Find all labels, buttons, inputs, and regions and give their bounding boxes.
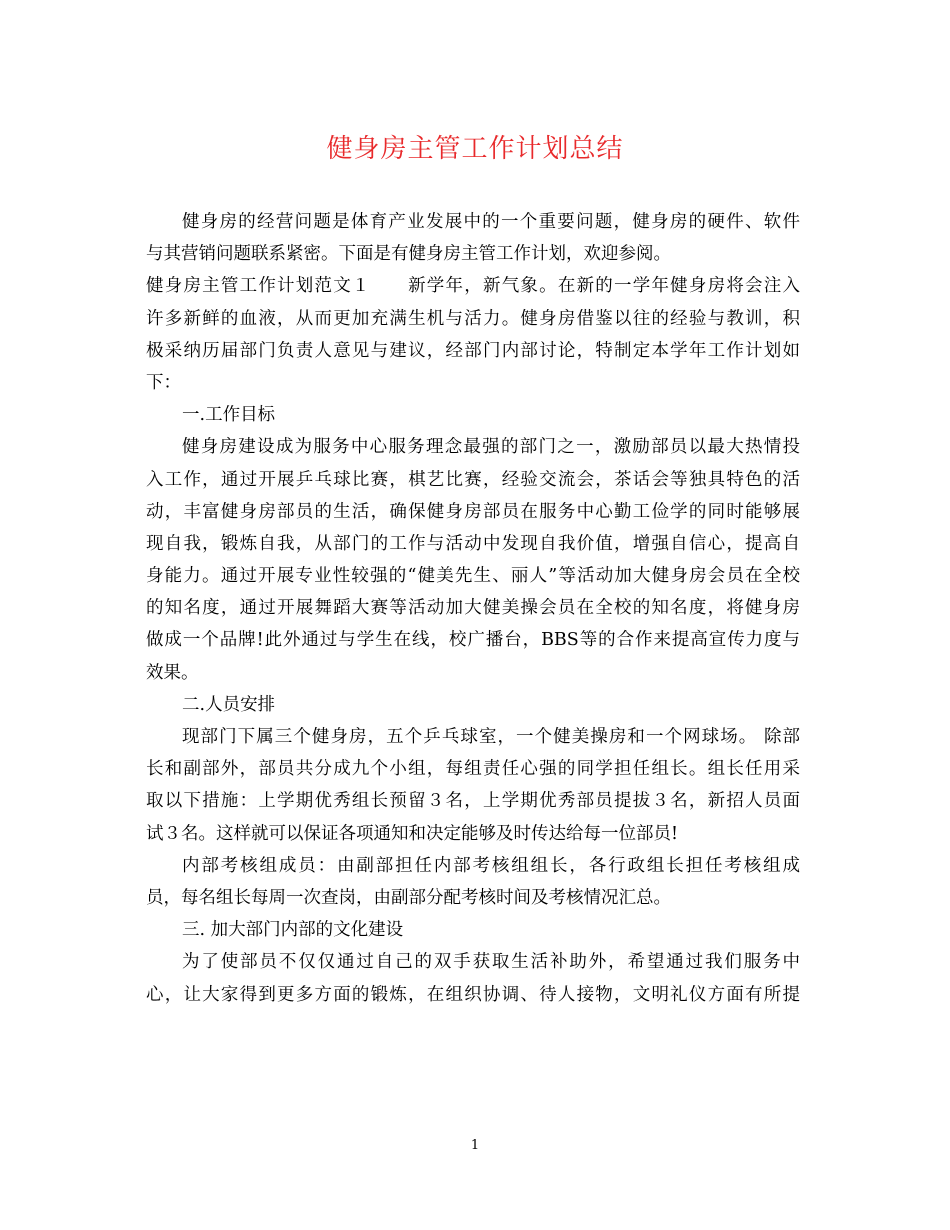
paragraph-line: 现部门下属三个健身房，五个乒乓球室，一个健美操房和一个网球场。 除部 xyxy=(182,727,800,747)
paragraph-line: 内部考核组成员：由副部担任内部考核组组长，各行政组长担任考核组成 xyxy=(182,855,800,876)
paragraph-line: 健身房的经营问题是体育产业发展中的一个重要问题，健身房的硬件、软件 xyxy=(182,212,800,232)
paragraph-line: 做成一个品牌!此外通过与学生在线，校广播台，BBS等的合作来提高宣传力度与 xyxy=(146,630,800,651)
paragraph-line: 心，让大家得到更多方面的锻炼，在组织协调、待人接物，文明礼仪方面有所提 xyxy=(146,984,800,1005)
paragraph-line: 效果。 xyxy=(146,662,199,683)
document-body xyxy=(146,206,800,1011)
paragraph-line: 身能力。通过开展专业性较强的“健美先生、丽人”等活动加大健身房会员在全校 xyxy=(146,566,800,587)
paragraph-line: 长和副部外，部员共分成九个小组，每组责任心强的同学担任组长。组长任用采 xyxy=(146,759,800,780)
section-heading: 三. 加大部门内部的文化建设 xyxy=(182,920,404,941)
paragraph-line: 现自我，锻炼自我，从部门的工作与活动中发现自我价值，增强自信心，提高自 xyxy=(146,533,800,554)
section-heading: 二.人员安排 xyxy=(182,694,276,715)
paragraph-line: 试３名。这样就可以保证各项通知和决定能够及时传达给每一位部员! xyxy=(146,823,679,844)
paragraph-line: 与其营销问题联系紧密。下面是有健身房主管工作计划，欢迎参阅。 xyxy=(146,244,671,265)
section-heading: 一.工作目标 xyxy=(182,405,276,426)
paragraph-line: 健身房主管工作计划范文１ 新学年，新气象。在新的一学年健身房将会注入 xyxy=(146,276,800,297)
paragraph-line: 动，丰富健身房部员的生活，确保健身房部员在服务中心勤工俭学的同时能够展 xyxy=(146,501,800,522)
paragraph-line: 许多新鲜的血液，从而更加充满生机与活力。健身房借鉴以往的经验与教训，积 xyxy=(146,308,800,329)
paragraph-line: 员，每名组长每周一次查岗，由副部分配考核时间及考核情况汇总。 xyxy=(146,887,671,908)
paragraph-line: 入工作，通过开展乒乓球比赛，棋艺比赛，经验交流会，茶话会等独具特色的活 xyxy=(146,469,800,490)
document-title: 健身房主管工作计划总结 xyxy=(326,134,624,164)
paragraph-line: 的知名度，通过开展舞蹈大赛等活动加大健美操会员在全校的知名度，将健身房 xyxy=(146,598,800,619)
paragraph-line: 极采纳历届部门负责人意见与建议，经部门内部讨论，特制定本学年工作计划如 xyxy=(146,340,800,361)
paragraph-line: 取以下措施：上学期优秀组长预留３名，上学期优秀部员提拔３名，新招人员面 xyxy=(146,791,800,812)
page-number: 1 xyxy=(470,1138,480,1153)
paragraph-line: 为了使部员不仅仅通过自己的双手获取生活补助外，希望通过我们服务中 xyxy=(182,952,800,973)
paragraph-line: 下： xyxy=(146,372,181,393)
paragraph-line: 健身房建设成为服务中心服务理念最强的部门之一，激励部员以最大热情投 xyxy=(182,437,800,458)
